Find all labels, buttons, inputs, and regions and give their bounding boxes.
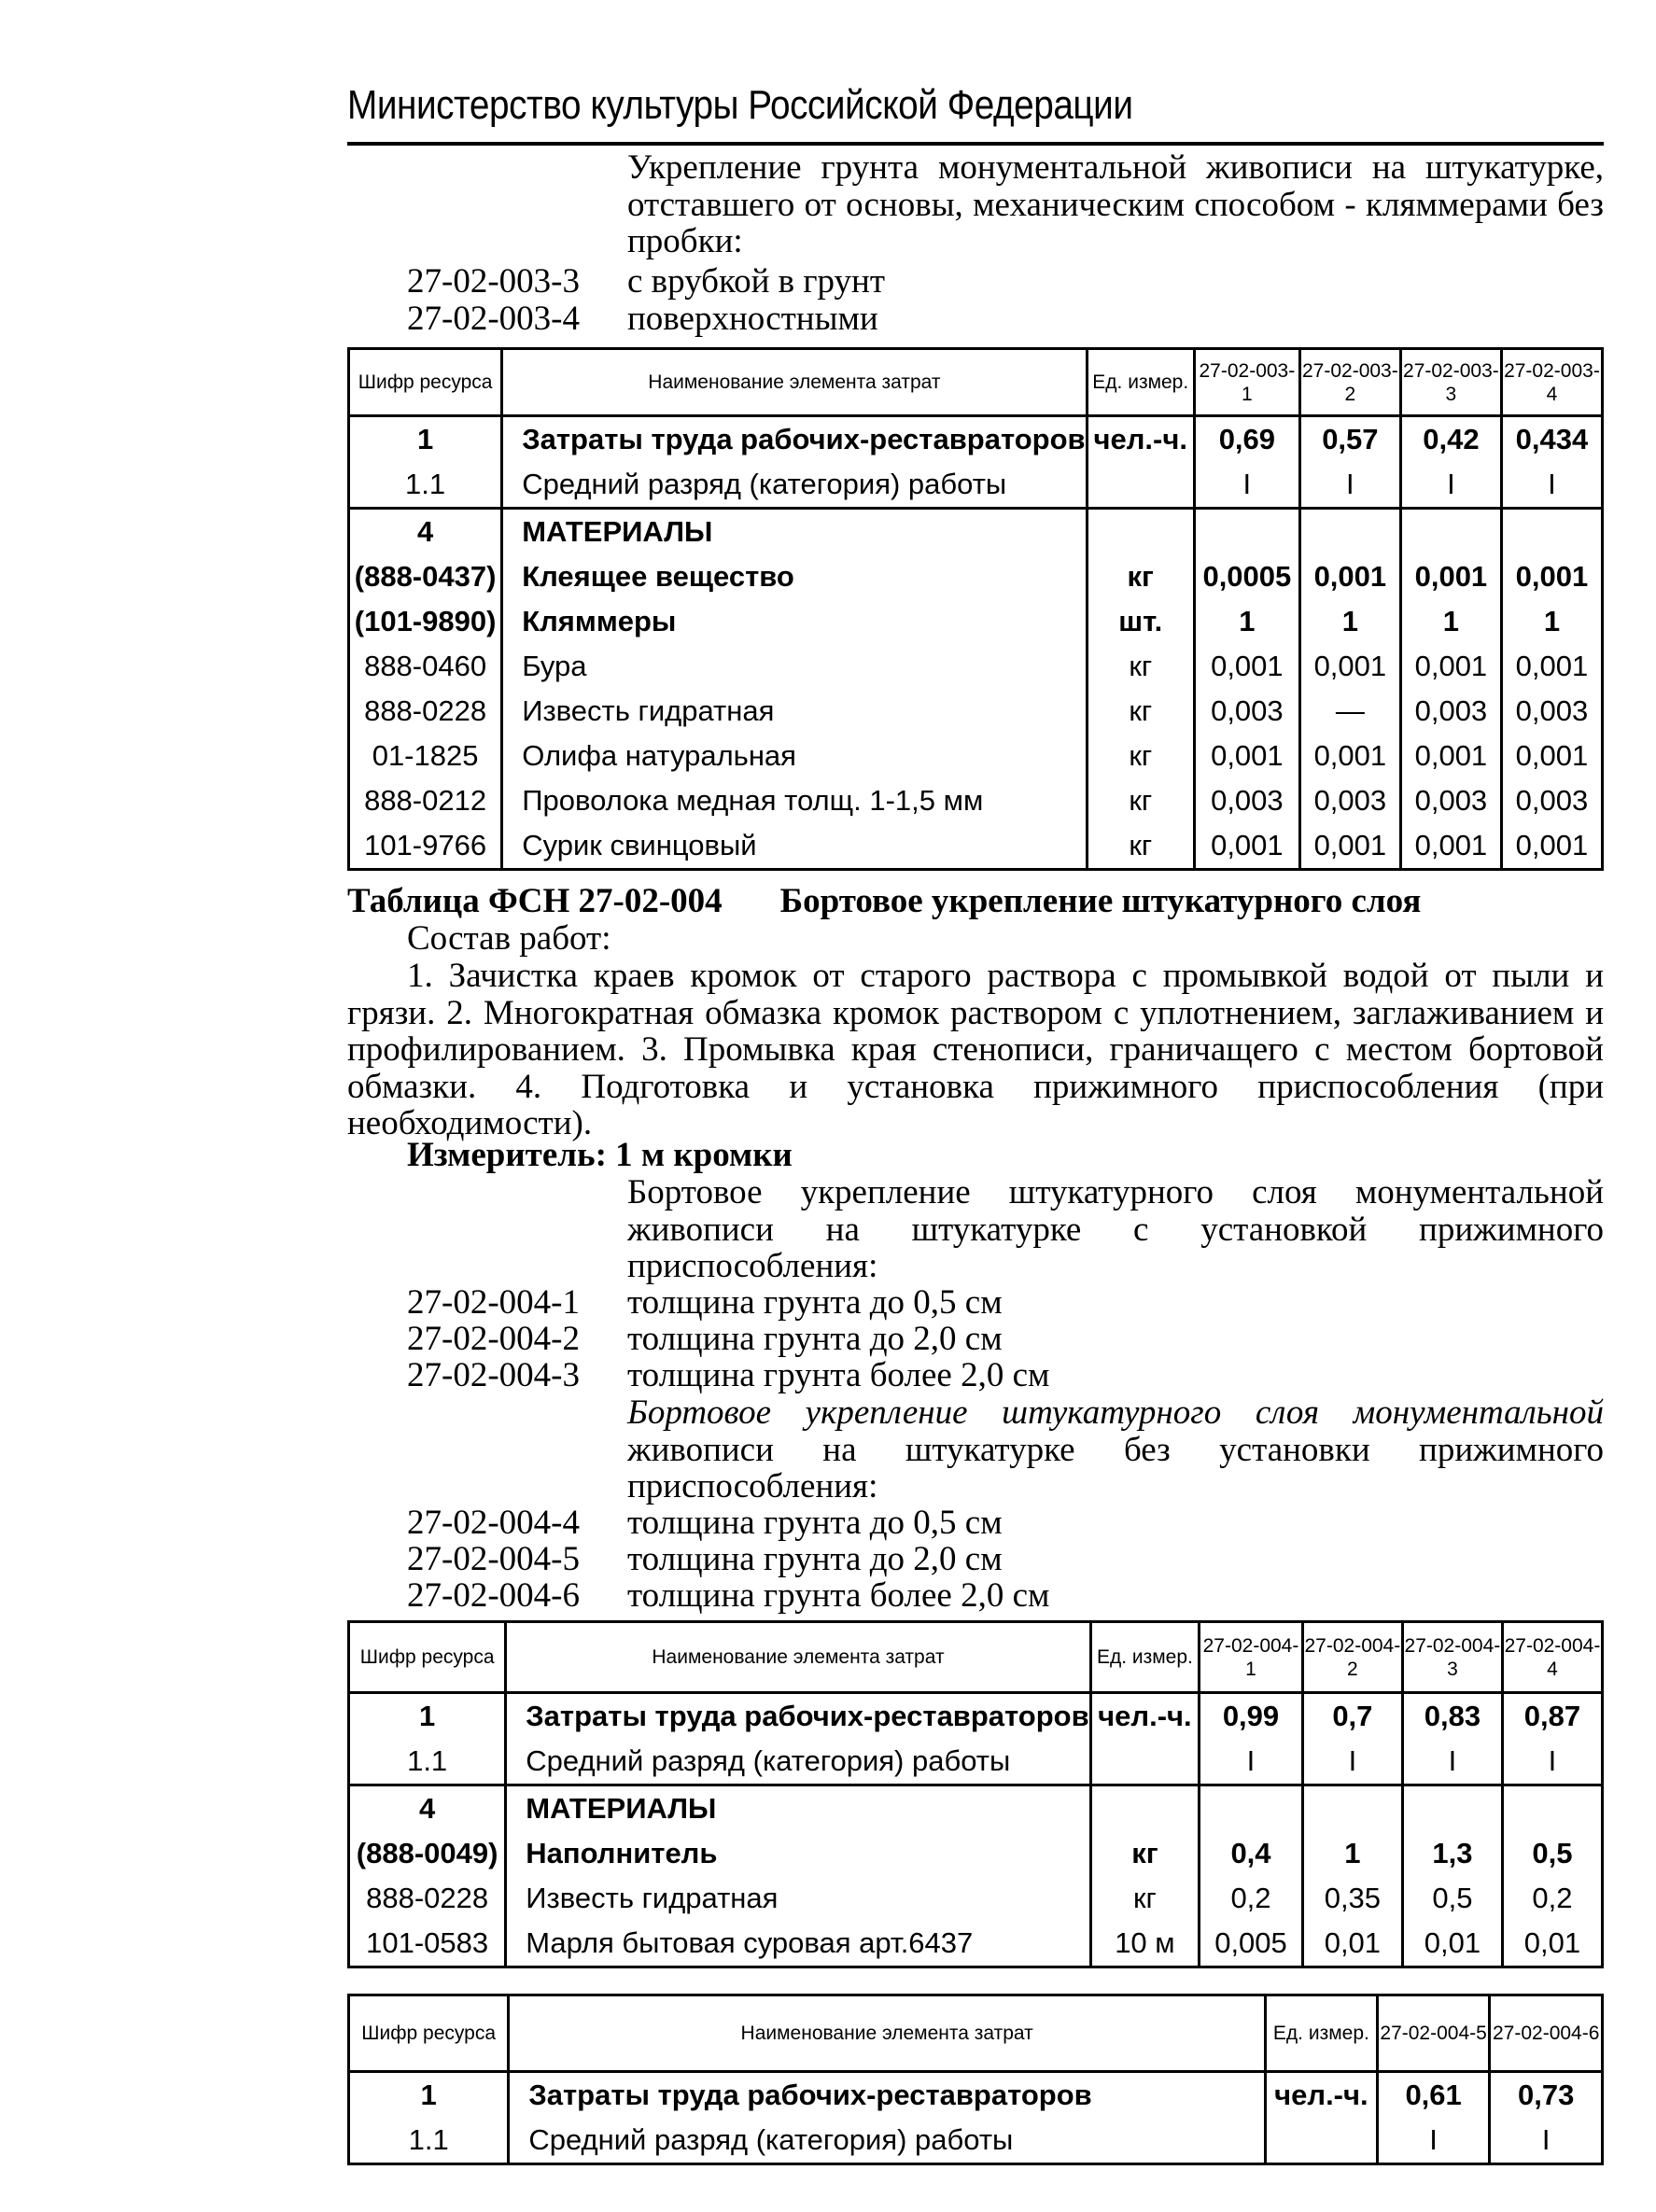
cell-value [1400, 509, 1501, 555]
cell-value: 0,003 [1501, 689, 1602, 734]
cell-name: Затраты труда рабочих-реставраторов [506, 1693, 1090, 1740]
cell-code: 888-0460 [349, 644, 502, 689]
cell-value: 0,57 [1299, 416, 1400, 463]
cell-value: 0,001 [1194, 644, 1299, 689]
code: 27-02-004-5 [407, 1540, 580, 1578]
resource-table-2 [347, 1620, 1604, 1968]
cell-code: 01-1825 [349, 734, 502, 778]
cell-value: 1 [1501, 599, 1602, 644]
table-header-row [349, 349, 1603, 416]
code-label: толщина грунта до 0,5 см [627, 1283, 1003, 1322]
cell-value: 0,2 [1502, 1876, 1602, 1921]
header-unit: Ед. измер. [1265, 1995, 1377, 2072]
group2-description-rest: живописи на штукатурке без установки прижимного приспособления: [627, 1430, 1604, 1505]
cell-name: Олифа натуральная [502, 734, 1087, 778]
cell-unit: шт. [1087, 599, 1194, 644]
cell-code: 1 [349, 416, 502, 463]
cell-unit: чел.-ч. [1090, 1693, 1199, 1740]
cell-unit [1087, 462, 1194, 509]
cell-code: 4 [349, 1785, 506, 1832]
cell-value: 0,003 [1501, 778, 1602, 823]
cell-code: (101-9890) [349, 599, 502, 644]
header-name: Наименование элемента затрат [509, 1995, 1266, 2072]
code-label: с врубкой в грунт [627, 262, 886, 301]
cell-unit: кг [1090, 1831, 1199, 1876]
cell-value: — [1299, 689, 1400, 734]
cell-code: 1.1 [349, 1739, 506, 1785]
cell-unit [1265, 2118, 1377, 2164]
cell-value: 0,69 [1194, 416, 1299, 463]
table-row [349, 1739, 1603, 1785]
cell-code: 888-0228 [349, 689, 502, 734]
cell-code: 4 [349, 509, 502, 555]
cell-value [1194, 509, 1299, 555]
page-header-title: Министерство культуры Российской Федерации [347, 82, 1133, 128]
code-row [407, 301, 878, 338]
cell-name: Сурик свинцовый [502, 823, 1087, 870]
cell-value: 0,001 [1400, 644, 1501, 689]
table-row [349, 509, 1603, 555]
cell-value: 0,001 [1194, 734, 1299, 778]
cell-value: 0,0005 [1194, 554, 1299, 599]
cell-name: МАТЕРИАЛЫ [506, 1785, 1090, 1832]
table-row [349, 416, 1603, 463]
cell-name: Клеящее вещество [502, 554, 1087, 599]
cell-value: 0,01 [1302, 1921, 1402, 1967]
cell-value [1299, 509, 1400, 555]
cell-value: 0,001 [1194, 823, 1299, 870]
cell-value: 1 [1400, 599, 1501, 644]
header-col: 27-02-003-2 [1299, 349, 1400, 416]
header-unit: Ед. измер. [1087, 349, 1194, 416]
code-row [407, 1321, 1003, 1358]
cell-value: I [1377, 2118, 1490, 2164]
cell-unit: кг [1087, 823, 1194, 870]
header-col: 27-02-004-5 [1377, 1995, 1490, 2072]
cell-value: 0,003 [1194, 778, 1299, 823]
cell-value: 0,7 [1302, 1693, 1402, 1740]
code-label: толщина грунта более 2,0 см [627, 1356, 1050, 1394]
cell-value: 0,001 [1501, 734, 1602, 778]
header-code: Шифр ресурса [349, 1995, 509, 2072]
cell-value: 0,87 [1502, 1693, 1602, 1740]
cell-value: 1,3 [1402, 1831, 1502, 1876]
cell-value [1402, 1785, 1502, 1832]
cell-value: I [1501, 462, 1602, 509]
cell-name: Марля бытовая суровая арт.6437 [506, 1921, 1090, 1967]
table-header-row [349, 1995, 1603, 2072]
meter: Измеритель: 1 м кромки [407, 1136, 793, 1174]
table-row [349, 1693, 1603, 1740]
table-row [349, 1785, 1603, 1832]
header-col: 27-02-003-4 [1501, 349, 1602, 416]
cell-value: 0,001 [1400, 554, 1501, 599]
cell-unit: кг [1087, 644, 1194, 689]
cell-value: 1 [1302, 1831, 1402, 1876]
cell-code: (888-0437) [349, 554, 502, 599]
cell-value: 1 [1299, 599, 1400, 644]
cell-value: 0,001 [1400, 823, 1501, 870]
cell-name: Кляммеры [502, 599, 1087, 644]
cell-name: МАТЕРИАЛЫ [502, 509, 1087, 555]
table-heading [347, 883, 1421, 920]
code: 27-02-004-4 [407, 1504, 580, 1542]
code: 27-02-003-4 [407, 300, 580, 338]
cell-value: I [1490, 2118, 1603, 2164]
cell-value [1302, 1785, 1402, 1832]
header-rule [347, 142, 1604, 146]
cell-value: 0,001 [1501, 554, 1602, 599]
cell-value: 0,001 [1400, 734, 1501, 778]
cell-value: 0,001 [1299, 823, 1400, 870]
cell-value: 0,001 [1501, 644, 1602, 689]
cell-value: I [1502, 1739, 1602, 1785]
cell-unit: 10 м [1090, 1921, 1199, 1967]
cell-value: 0,2 [1200, 1876, 1303, 1921]
cell-code: 101-9766 [349, 823, 502, 870]
table-row [349, 778, 1603, 823]
cell-code: 888-0228 [349, 1876, 506, 1921]
cell-code: 1 [349, 1693, 506, 1740]
cell-value: 0,001 [1299, 644, 1400, 689]
header-name: Наименование элемента затрат [506, 1622, 1090, 1693]
cell-code: 1 [349, 2072, 509, 2119]
cell-unit: кг [1087, 554, 1194, 599]
section1-description: Укрепление грунта монументальной живописи на штукатурке, отставшего от основы, механическим способом - кляммерами без пробки: [627, 148, 1604, 260]
code-label: толщина грунта до 2,0 см [627, 1320, 1003, 1358]
group2-description-italic: Бортовое укрепление штукатурного слоя монументальной [627, 1393, 1604, 1432]
cell-name: Средний разряд (категория) работы [502, 462, 1087, 509]
code: 27-02-004-3 [407, 1356, 580, 1394]
cell-value: 0,005 [1200, 1921, 1303, 1967]
cell-value: 0,73 [1490, 2072, 1603, 2119]
cell-code: 1.1 [349, 462, 502, 509]
cell-unit [1090, 1785, 1199, 1832]
header-code: Шифр ресурса [349, 1622, 506, 1693]
cell-code: 101-0583 [349, 1921, 506, 1967]
table-row [349, 1831, 1603, 1876]
table-row [349, 1876, 1603, 1921]
table-row [349, 462, 1603, 509]
cell-value: 0,434 [1501, 416, 1602, 463]
table-row [349, 554, 1603, 599]
table-row [349, 599, 1603, 644]
cell-value: 0,4 [1200, 1831, 1303, 1876]
table-row [349, 823, 1603, 870]
cell-value: 0,5 [1402, 1876, 1502, 1921]
composition-label: Состав работ: [407, 919, 611, 958]
cell-name: Наполнитель [506, 1831, 1090, 1876]
resource-table-3 [347, 1994, 1604, 2165]
cell-unit: чел.-ч. [1087, 416, 1194, 463]
cell-unit: кг [1087, 689, 1194, 734]
table-row [349, 1921, 1603, 1967]
cell-name: Средний разряд (категория) работы [506, 1739, 1090, 1785]
header-col: 27-02-004-2 [1302, 1622, 1402, 1693]
code-row [407, 1577, 1049, 1615]
header-code: Шифр ресурса [349, 349, 502, 416]
cell-unit: кг [1087, 778, 1194, 823]
cell-name: Затраты труда рабочих-реставраторов [502, 416, 1087, 463]
code: 27-02-003-3 [407, 262, 580, 301]
cell-unit: кг [1087, 734, 1194, 778]
cell-name: Проволока медная толщ. 1-1,5 мм [502, 778, 1087, 823]
header-col: 27-02-004-3 [1402, 1622, 1502, 1693]
cell-value: 0,5 [1502, 1831, 1602, 1876]
cell-value: 0,42 [1400, 416, 1501, 463]
resource-table-1 [347, 347, 1604, 871]
header-col: 27-02-003-1 [1194, 349, 1299, 416]
group2-description [627, 1394, 1604, 1505]
table-row [349, 2118, 1603, 2164]
header-col: 27-02-004-4 [1502, 1622, 1602, 1693]
cell-value: 0,01 [1402, 1921, 1502, 1967]
code-label: толщина грунта до 0,5 см [627, 1504, 1003, 1542]
cell-name: Известь гидратная [506, 1876, 1090, 1921]
cell-unit: чел.-ч. [1265, 2072, 1377, 2119]
code-row [407, 1284, 1003, 1322]
code-label: поверхностными [627, 300, 878, 338]
cell-code: (888-0049) [349, 1831, 506, 1876]
code-row [407, 263, 885, 301]
table-row [349, 689, 1603, 734]
cell-value: 0,01 [1502, 1921, 1602, 1967]
code-row [407, 1357, 1049, 1394]
cell-value: 0,003 [1400, 778, 1501, 823]
table-row [349, 734, 1603, 778]
code-label: толщина грунта более 2,0 см [627, 1576, 1050, 1615]
cell-value: I [1194, 462, 1299, 509]
cell-value: 0,61 [1377, 2072, 1490, 2119]
cell-code: 1.1 [349, 2118, 509, 2164]
cell-value: 0,001 [1501, 823, 1602, 870]
cell-value: 0,35 [1302, 1876, 1402, 1921]
table-header-row [349, 1622, 1603, 1693]
cell-value: I [1200, 1739, 1303, 1785]
code-row [407, 1505, 1003, 1542]
cell-unit [1087, 509, 1194, 555]
header-name: Наименование элемента затрат [502, 349, 1087, 416]
code: 27-02-004-1 [407, 1283, 580, 1322]
cell-value: 1 [1194, 599, 1299, 644]
cell-unit: кг [1090, 1876, 1199, 1921]
cell-value [1501, 509, 1602, 555]
cell-value: 0,003 [1400, 689, 1501, 734]
header-col: 27-02-004-1 [1200, 1622, 1303, 1693]
cell-value: I [1400, 462, 1501, 509]
cell-value [1502, 1785, 1602, 1832]
cell-value: I [1302, 1739, 1402, 1785]
code-row [407, 1541, 1003, 1578]
cell-value: 0,99 [1200, 1693, 1303, 1740]
cell-name: Известь гидратная [502, 689, 1087, 734]
cell-code: 888-0212 [349, 778, 502, 823]
cell-value: 0,003 [1194, 689, 1299, 734]
cell-value: I [1299, 462, 1400, 509]
group1-description: Бортовое укрепление штукатурного слоя монументальной живописи на штукатурке с установкой прижимного приспособления: [627, 1173, 1604, 1285]
header-col: 27-02-003-3 [1400, 349, 1501, 416]
code-label: толщина грунта до 2,0 см [627, 1540, 1003, 1578]
code: 27-02-004-6 [407, 1576, 580, 1615]
table-title: Бортовое укрепление штукатурного слоя [779, 882, 1422, 920]
cell-unit [1090, 1739, 1199, 1785]
table-row [349, 644, 1603, 689]
cell-value: 0,001 [1299, 734, 1400, 778]
cell-value: I [1402, 1739, 1502, 1785]
table-label: Таблица ФСН 27-02-004 [347, 882, 723, 920]
cell-name: Бура [502, 644, 1087, 689]
table-row [349, 2072, 1603, 2119]
cell-name: Средний разряд (категория) работы [509, 2118, 1266, 2164]
cell-value: 0,003 [1299, 778, 1400, 823]
cell-name: Затраты труда рабочих-реставраторов [509, 2072, 1266, 2119]
code: 27-02-004-2 [407, 1320, 580, 1358]
cell-value: 0,83 [1402, 1693, 1502, 1740]
cell-value [1200, 1785, 1303, 1832]
header-col: 27-02-004-6 [1490, 1995, 1603, 2072]
header-unit: Ед. измер. [1090, 1622, 1199, 1693]
cell-value: 0,001 [1299, 554, 1400, 599]
composition-text: 1. Зачистка краев кромок от старого раствора с промывкой водой от пыли и грязи. 2. Многократная обмазка кромок раствором с уплотнением, заглаживанием и профилированием. 3. Промывка края стенописи, граничащего с местом бортовой обмазки. 4. Подготовка и установка прижимного приспособления (при необходимости). [347, 957, 1604, 1142]
